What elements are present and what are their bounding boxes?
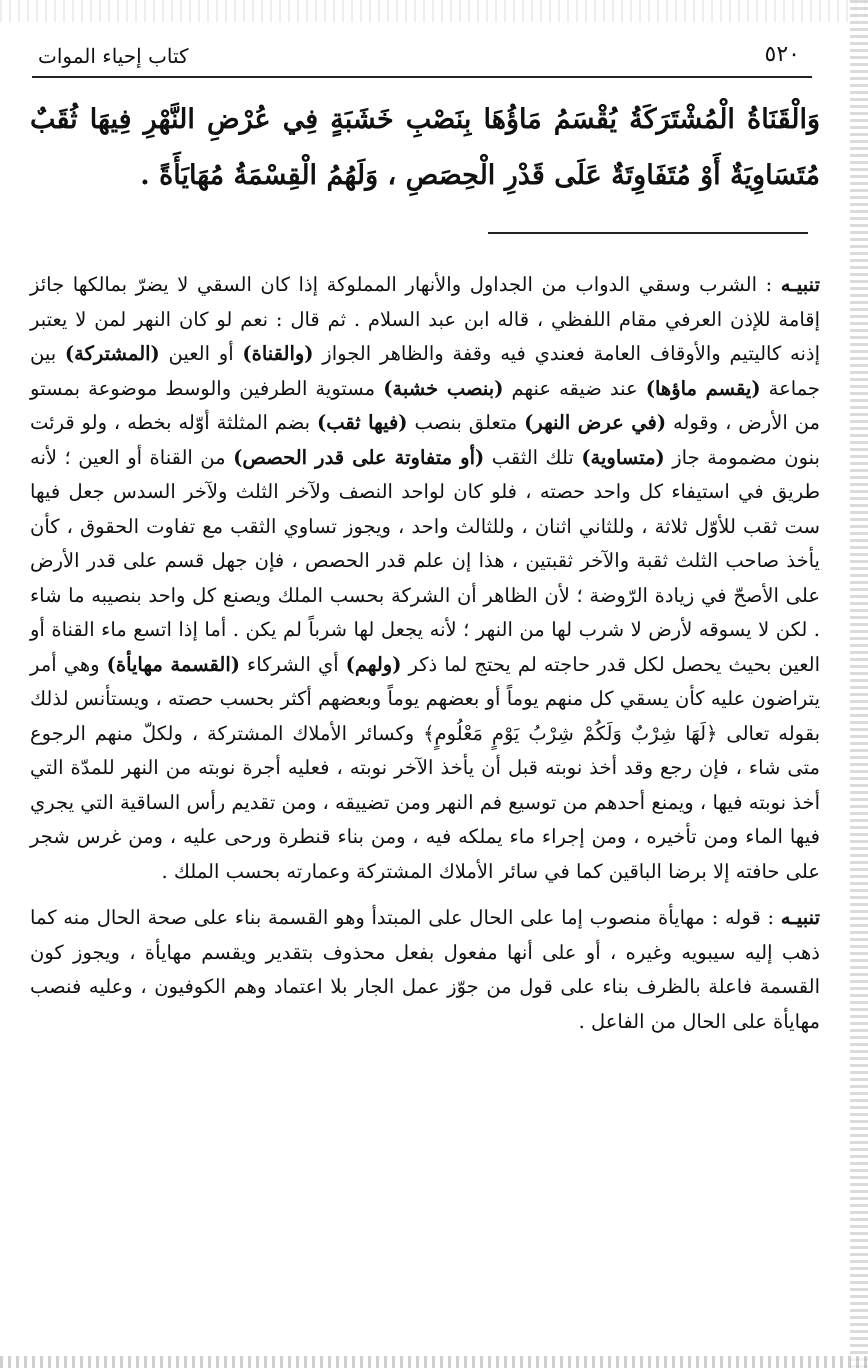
quoted-phrase: (يقسم ماؤها) [645, 376, 761, 400]
commentary-text: بضم المثلثة أوّله بخطه ، ولو قرئت بنون مضمومة جاز [30, 411, 820, 469]
section-divider [488, 232, 808, 234]
quoted-phrase: (المشتركة) [64, 342, 160, 365]
quoted-phrase: (ولهم) [345, 652, 402, 676]
matn-text: وَالْقَنَاةُ الْمُشْتَرَكَةُ يُقْسَمُ مَاؤُهَا بِنَصْبِ خَشَبَةٍ فِي عُرْضِ النَّهْرِ فِيهَا ثُقَبٌ مُتَسَاوِيَةٌ أَوْ مُتَفَاوِتَةٌ عَلَى قَدْرِ الْحِصَصِ ، وَلَهُمُ الْقِسْمَةُ مُهَايَأَةً . [30, 104, 820, 191]
commentary-text: : الشرب وسقي الدواب من الجداول والأنهار المملوكة إذا كان السقي لا يضرّ بمالكها جائز إقامة للإذن العرفي مقام اللفظي ، قاله ابن عبد السلام . ثم قال : نعم لو كان النهر لمن لا يعتبر إذنه كاليتيم والأوقاف العامة فعندي فيه وقفة والظاهر الجواز [30, 273, 820, 365]
quoted-phrase: (والقناة) [242, 342, 314, 365]
commentary-text: أي الشركاء [240, 652, 346, 676]
quoted-phrase: (فيها ثقب) [317, 411, 408, 434]
commentary-text: مستوية الطرفين والوسط موضوعة بمستو من الأرض ، وقوله [30, 376, 820, 434]
page-number: ٥٢٠ [764, 42, 800, 67]
quoted-phrase: (في عرض النهر) [524, 411, 667, 434]
quoted-phrase: (بنصب خشبة) [383, 376, 504, 400]
commentary-text: من القناة أو العين ؛ لأنه طريق في استيفاء كل واحد حصته ، فلو كان لواحد النصف ولآخر الثلث ولآخر السدس جعل فيها ست ثقب للأوّل ثلاثة ، وللثاني اثنان ، وللثالث واحد ، ويجوز تساوي الثقب مع تفاوت الحقوق ، كأن يأخذ صاحب الثلث ثقبة والآخر ثقبتين ، هذا إن علم قدر الحصص ، فإن جهل قسم على قدر الأرض على الأصحّ في زيادة الرّوضة ؛ لأن الظاهر أن الشركة بحسب الملك ويصنع كل واحد بنصيبه ما شاء . لكن لا يسوقه لأرض لا شرب لها من النهر ؛ لأنه يجعل لها شرباً لم يكن . أما إذا اتسع ماء القناة أو العين بحيث يحصل لكل قدر حاجته لم يحتج لما ذكر [30, 445, 820, 676]
commentary-paragraph-1 [30, 268, 820, 889]
commentary-text: وهي أمر يتراضون عليه كأن يسقي كل منهم يوماً أو بعضهم يوماً وبعضهم أكثر بحسب حصته ، ويستأنس لذلك بقوله تعالى ﴿لَهَا شِرْبٌ وَلَكُمْ شِرْبُ يَوْمٍ مَعْلُومٍ﴾ وكسائر الأملاك المشتركة ، ولكلّ منهم الرجوع متى شاء ، فإن رجع وقد أخذ نوبته قبل أن يأخذ الآخر نوبته ، فعليه أجرة نوبته من النهر للمدّة التي أخذ نوبته فيها ، ويمنع أحدهم من توسيع فم النهر ومن تضييقه ، ومن تقديم رأس الساقية التي يجري فيها الماء ومن تأخيره ، ومن إجراء ماء يملكه فيه ، ومن بناء قنطرة ورحى عليه ، ومن غرس شجر على حافته إلا برضا الباقين كما في سائر الأملاك المشتركة وعمارته بحسب الملك . [30, 652, 820, 883]
note-label: تنبيـه [780, 906, 820, 929]
commentary-text: بين جماعة [30, 342, 820, 400]
page-header [32, 40, 812, 78]
commentary-text: متعلق بنصب [407, 411, 525, 434]
commentary-paragraph-2 [30, 901, 820, 1039]
quoted-phrase: (متساوية) [581, 445, 665, 469]
decorative-border-bottom [0, 1356, 868, 1368]
commentary-text: تلك الثقب [484, 445, 582, 469]
commentary-text: : قوله : مهايأة منصوب إما على الحال على المبتدأ وهو القسمة بناء على صحة الحال منه كما ذهب إليه سيبويه وغيره ، أو على أنها مفعول بفعل محذوف بتقدير ويقسم مهايأة ، ويجوز كون القسمة فاعلة بالظرف بناء على قول من جوّز عمل الجار بلا اعتماد وهم الكوفيون ، وعليه فنصب مهايأة على الحال من الفاعل . [30, 906, 820, 1033]
decorative-border-top [0, 0, 868, 22]
quoted-phrase: (القسمة مهايأة) [106, 652, 240, 676]
commentary-text: أو العين [159, 342, 243, 365]
decorative-border-right [850, 0, 868, 1368]
commentary-text: عند ضيقه عنهم [503, 376, 646, 400]
commentary [30, 268, 820, 1039]
book-title: كتاب إحياء الموات [38, 44, 189, 68]
quoted-phrase: (أو متفاوتة على قدر الحصص) [233, 445, 485, 469]
note-label: تنبيـه [780, 273, 820, 296]
